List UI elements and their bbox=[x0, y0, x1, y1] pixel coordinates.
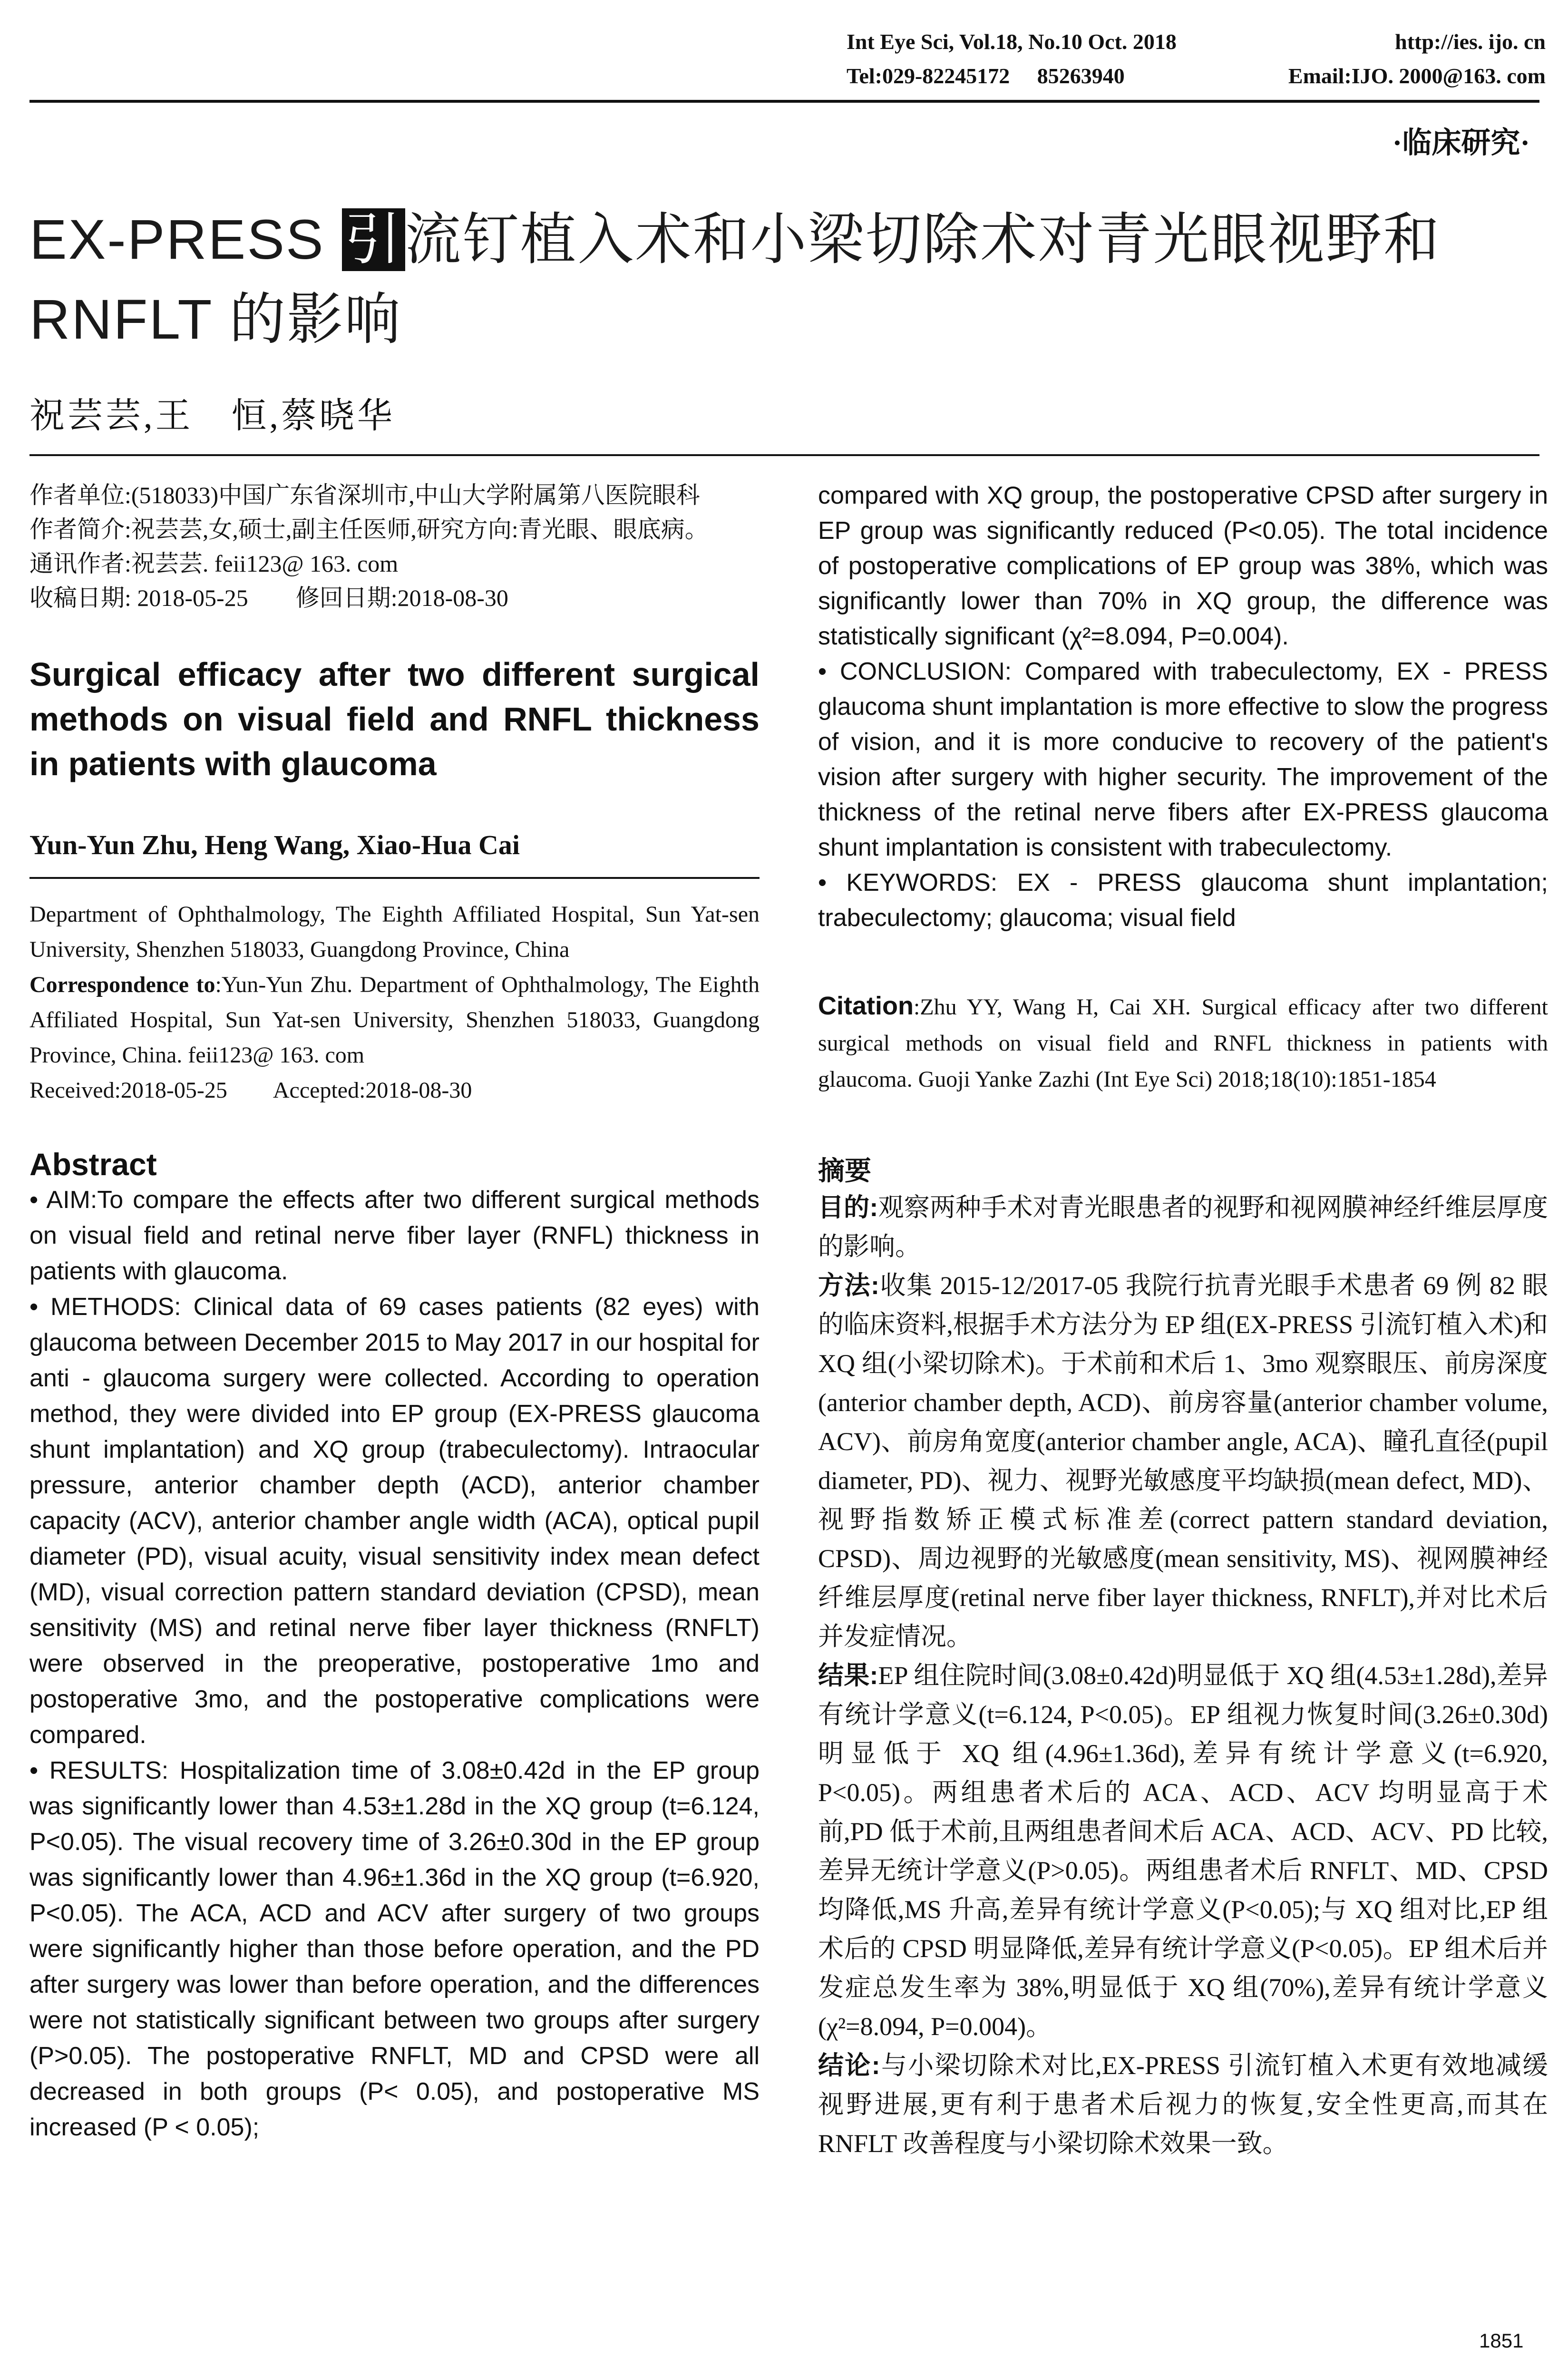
journal-header-row-2 bbox=[847, 59, 1546, 93]
abstract-aim: • AIM:To compare the effects after two different surgical methods on visual field and retinal nerve fiber layer (RNFL) thickness in patients with glaucoma. bbox=[29, 1186, 760, 1285]
affiliation-department: Department of Ophthalmology, The Eighth Affiliated Hospital, Sun Yat-sen University, Shenzhen 518033, Guangdong Province, China bbox=[29, 902, 760, 962]
journal-header bbox=[847, 25, 1546, 93]
citation-label: Citation bbox=[818, 992, 914, 1020]
abstract-zh-conclusion-text: 与小梁切除术对比,EX-PRESS 引流钉植入术更有效地减缓视野进展,更有利于患者术后视力的恢复,安全性更高,而其在 RNFLT 改善程度与小梁切除术效果一致。 bbox=[818, 2051, 1548, 2158]
abstract-zh-methods-label: 方法: bbox=[818, 1271, 880, 1300]
correspondence-label: Correspondence to bbox=[29, 972, 215, 997]
abstract-zh-conclusion bbox=[818, 2046, 1548, 2163]
abstract-results: • RESULTS: Hospitalization time of 3.08±0.42d in the EP group was significantly lower than 4.53±1.28d in the XQ group (t=6.124, P<0.05). The visual recovery time of 3.26±0.30d in the EP group was significantly lower than 4.96±1.36d in the XQ group (t=6.920, P<0.05). The ACA, ACD and ACV after surgery of two groups were significantly higher than those before operation, and the PD after surgery was lower than before operation, and the differences were not statistically significant between two groups after surgery (P>0.05). The postoperative RNFLT, MD and CPSD were all decreased in both groups (P< 0.05), and postoperative MS increased (P < 0.05); bbox=[29, 1757, 760, 2141]
affiliation-dates: Received:2018-05-25 Accepted:2018-08-30 bbox=[29, 1078, 472, 1103]
abstract-zh-conclusion-label: 结论: bbox=[818, 2051, 880, 2080]
left-column bbox=[29, 478, 760, 2145]
abstract-conclusion: • CONCLUSION: Compared with trabeculectomy, EX - PRESS glaucoma shunt implantation is more effective to slow the progress of vision, and it is more conducive to recovery of the patient's vision after surgery with higher security. The improvement of the thickness of the retinal nerve fibers after EX-PRESS glaucoma shunt implantation is consistent with trabeculectomy. bbox=[818, 658, 1548, 861]
authors-en: Yun-Yun Zhu, Heng Wang, Xiao-Hua Cai bbox=[29, 829, 520, 860]
authors-rule bbox=[29, 454, 1539, 456]
abstract-zh-methods-text: 收集 2015-12/2017-05 我院行抗青光眼手术患者 69 例 82 眼的临床资料,根据手术方法分为 EP 组(EX-PRESS 引流钉植入术)和 XQ 组(小梁切除术)。于术前和术后 1、3mo 观察眼压、前房深度(anterior chamber depth, ACD)、前房容量(anterior chamber volume, ACV)、前房角宽度(anterior chamber angle, ACA)、瞳孔直径(pupil diameter, PD)、视力、视野光敏感度平均缺损(mean defect, MD)、视野指数矫正模式标准差(correct pattern standard deviation, CPSD)、周边视野的光敏感度(mean sensitivity, MS)、视网膜神经纤维层厚度(retinal nerve fiber layer thickness, RNFLT),并对比术后并发症情况。 bbox=[818, 1271, 1548, 1651]
article-title-en: Surgical efficacy after two different surgical methods on visual field and RNFL thickness in patients with glaucoma bbox=[29, 656, 760, 782]
abstract-zh-results bbox=[818, 1656, 1548, 2046]
title-zh-part2: 流钉植入术和小梁切除术对青光眼视野和 bbox=[405, 208, 1441, 271]
journal-tel: Tel:029-82245172 85263940 bbox=[847, 64, 1125, 88]
abstract-results-cont: compared with XQ group, the postoperative CPSD after surgery in EP group was significantly reduced (P<0.05). The total incidence of postoperative complications of EP group was 38%, which was significantly lower than 70% in XQ group, the difference was statistically significant (χ²=8.094, P=0.004). bbox=[818, 482, 1548, 650]
citation bbox=[818, 988, 1548, 1098]
page-number: 1851 bbox=[1479, 2329, 1524, 2352]
article-title-zh bbox=[29, 200, 1542, 360]
abstract-zh bbox=[818, 1188, 1548, 2163]
title-zh-part1: EX-PRESS bbox=[29, 208, 342, 271]
authors-zh: 祝芸芸,王 恒,蔡晓华 bbox=[29, 397, 395, 436]
abstract-en-left bbox=[29, 1182, 760, 2145]
journal-header-row-1 bbox=[847, 25, 1546, 59]
abstract-en-right bbox=[818, 478, 1548, 935]
authors-en-rule bbox=[29, 877, 760, 879]
meta-dates-zh: 收稿日期: 2018-05-25 修回日期:2018-08-30 bbox=[29, 585, 508, 611]
abstract-zh-methods bbox=[818, 1266, 1548, 1656]
abstract-zh-aim-text: 观察两种手术对青光眼患者的视野和视网膜神经纤维层厚度的影响。 bbox=[818, 1193, 1548, 1261]
abstract-zh-heading: 摘要 bbox=[818, 1157, 871, 1186]
journal-email: Email:IJO. 2000@163. com bbox=[1288, 64, 1546, 88]
correspondence-text: :Yun-Yun Zhu. Department of Ophthalmology, The Eighth Affiliated Hospital, Sun Yat-sen University, Shenzhen 518033, Guangdong Province, China. feii123@ 163. com bbox=[29, 972, 760, 1068]
meta-author-bio-zh: 作者简介:祝芸芸,女,硕士,副主任医师,研究方向:青光眼、眼底病。 bbox=[29, 516, 709, 543]
affiliation-en bbox=[29, 897, 760, 1108]
abstract-zh-results-text: EP 组住院时间(3.08±0.42d)明显低于 XQ 组(4.53±1.28d),差异有统计学意义(t=6.124, P<0.05)。EP 组视力恢复时间(3.26±0.30d)明显低于 XQ 组(4.96±1.36d),差异有统计学意义(t=6.920, P<0.05)。两组患者术后的 ACA、ACD、ACV 均明显高于术前,PD 低于术前,且两组患者间术后 ACA、ACD、ACV、PD 比较,差异无统计学意义(P>0.05)。两组患者术后 RNFLT、MD、CPSD 均降低,MS 升高,差异有统计学意义(P<0.05);与 XQ 组对比,EP 组术后的 CPSD 明显降低,差异有统计学意义(P<0.05)。EP 组术后并发症总发生率为 38%,明显低于 XQ 组(70%),差异有统计学意义(χ²=8.094, P=0.004)。 bbox=[818, 1661, 1548, 2041]
right-column bbox=[818, 478, 1548, 2163]
abstract-heading: Abstract bbox=[29, 1147, 157, 1182]
affiliation-correspondence bbox=[29, 967, 760, 1073]
author-meta-zh bbox=[29, 478, 760, 615]
abstract-keywords: • KEYWORDS: EX - PRESS glaucoma shunt implantation; trabeculectomy; glaucoma; visual field bbox=[818, 869, 1548, 932]
title-zh-highlight: 引 bbox=[342, 208, 405, 271]
abstract-zh-aim-label: 目的: bbox=[818, 1193, 878, 1222]
title-zh-line2: RNFLT 的影响 bbox=[29, 288, 402, 351]
journal-citation: Int Eye Sci, Vol.18, No.10 Oct. 2018 bbox=[847, 29, 1177, 54]
abstract-methods: • METHODS: Clinical data of 69 cases patients (82 eyes) with glaucoma between December 2015 to May 2017 in our hospital for anti - glaucoma surgery were collected. According to operation method, they were divided into EP group (EX-PRESS glaucoma shunt implantation) and XQ group (trabeculectomy). Intraocular pressure, anterior chamber depth (ACD), anterior chamber capacity (ACV), anterior chamber angle width (ACA), optical pupil diameter (PD), visual acuity, visual sensitivity index mean defect (MD), visual correction pattern standard deviation (CPSD), mean sensitivity (MS) and retinal nerve fiber layer thickness (RNFLT) were observed in the preoperative, postoperative 1mo and postoperative 3mo, and the postoperative complications were compared. bbox=[29, 1293, 760, 1749]
meta-affiliation-zh: 作者单位:(518033)中国广东省深圳市,中山大学附属第八医院眼科 bbox=[29, 482, 700, 508]
citation-text: :Zhu YY, Wang H, Cai XH. Surgical efficacy after two different surgical methods on visual field and RNFL thickness in patients with glaucoma. Guoji Yanke Zazhi (Int Eye Sci) 2018;18(10):1851-1854 bbox=[818, 994, 1548, 1092]
section-tag: ·临床研究· bbox=[1392, 127, 1530, 159]
abstract-zh-results-label: 结果: bbox=[818, 1661, 878, 1690]
abstract-zh-aim bbox=[818, 1188, 1548, 1266]
journal-url: http://ies. ijo. cn bbox=[1395, 29, 1546, 54]
meta-correspondence-zh: 通讯作者:祝芸芸. feii123@ 163. com bbox=[29, 550, 399, 577]
header-rule bbox=[29, 100, 1539, 103]
